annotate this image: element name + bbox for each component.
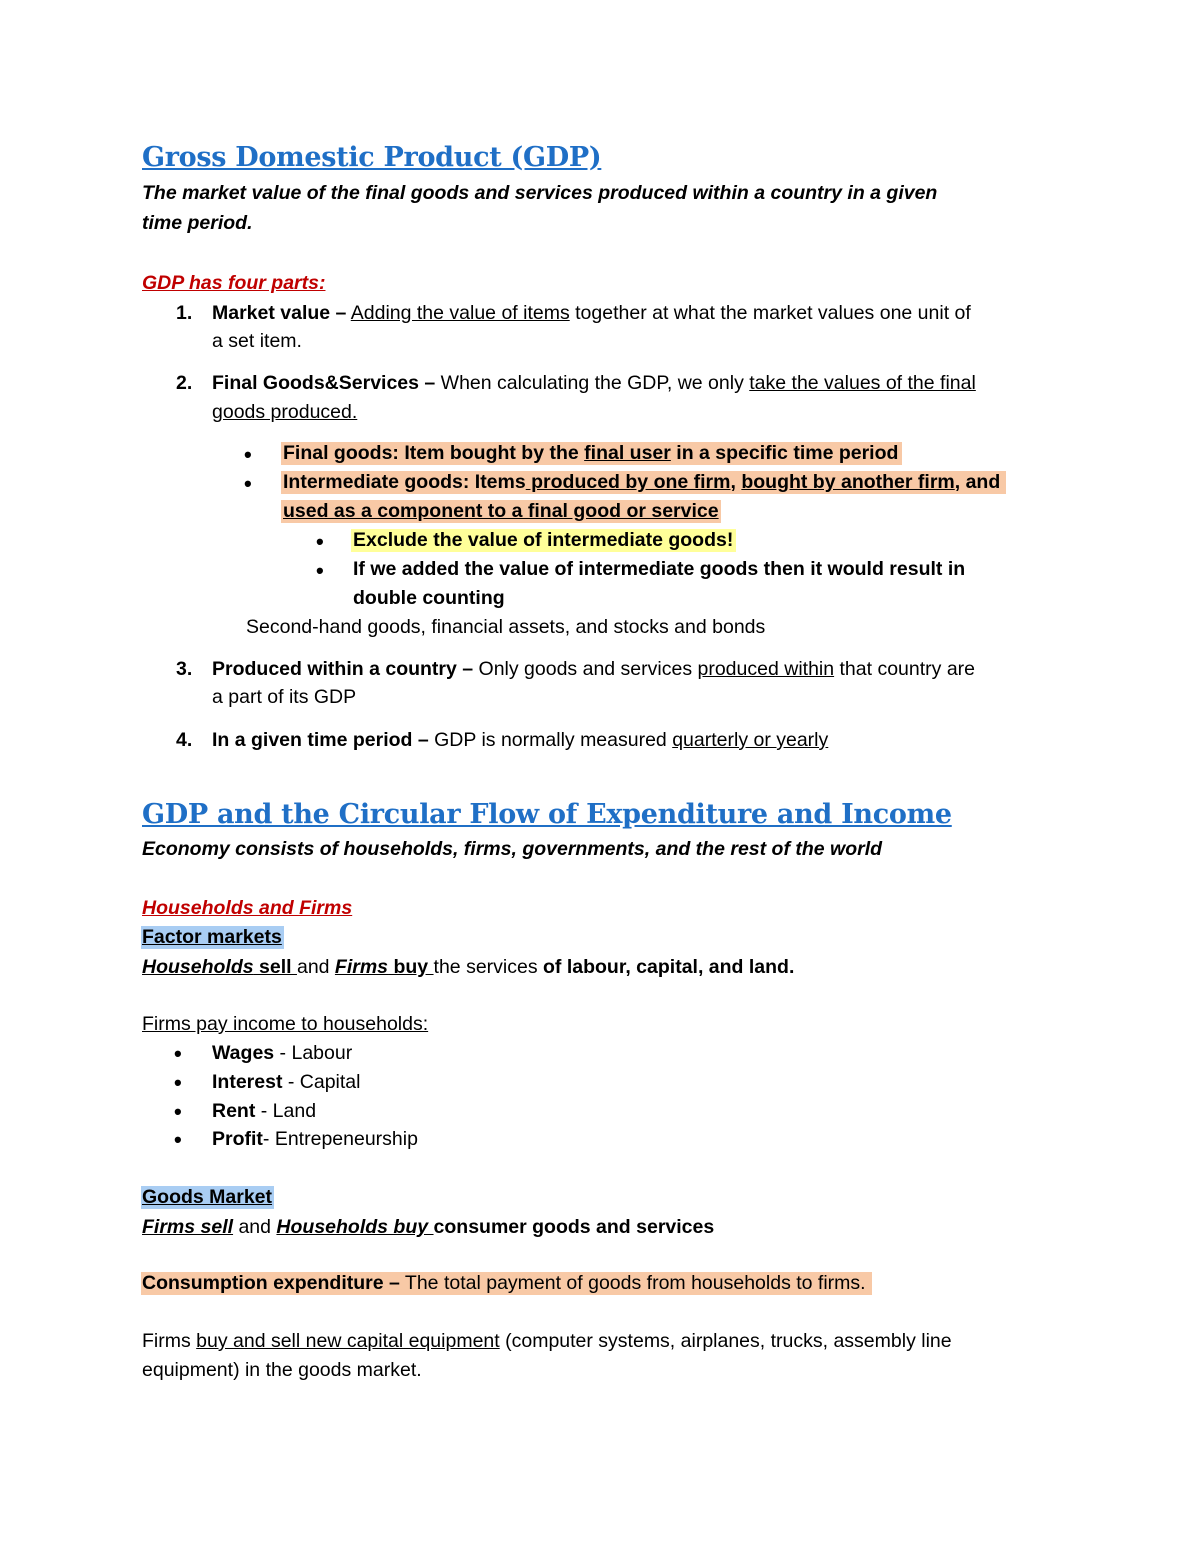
secondhand-goods-note: Second-hand goods, financial assets, and stocks and bonds: [246, 616, 766, 638]
firms-sell: Firms sell: [142, 1216, 234, 1238]
market-value-line-2: a set item.: [212, 330, 302, 352]
underlined-final-user: final user: [584, 442, 671, 464]
intermediate-goods-label: Intermediate goods: Items: [283, 471, 526, 493]
market-value-rest: together at what the market values one unit of: [569, 302, 971, 324]
households-buy: Households buy: [276, 1216, 434, 1238]
capital-equipment-line-2: equipment) in the goods market.: [142, 1359, 422, 1381]
final-goods-label: Final goods: Item bought by the: [283, 442, 585, 464]
income-desc: - Labour: [274, 1042, 353, 1064]
factor-markets-line: [142, 956, 794, 979]
bullet-dot: •: [316, 558, 324, 583]
bullet-dot: •: [174, 1041, 182, 1066]
intermediate-goods-definition: [281, 471, 1006, 494]
gdp-title: Gross Domestic Product (GDP): [142, 142, 602, 173]
underlined-quarterly-yearly: quarterly or yearly: [672, 729, 829, 751]
bullet-dot: •: [174, 1099, 182, 1124]
produced-within-line-2: a part of its GDP: [212, 686, 357, 708]
capital-text: Firms: [142, 1330, 197, 1352]
income-desc: - Capital: [282, 1071, 361, 1093]
intermediate-rest: , and: [954, 471, 1001, 493]
households-word: Households: [142, 956, 254, 978]
term-final-goods-services: Final Goods&Services –: [212, 372, 436, 394]
factors-text: of labour, capital, and land.: [543, 956, 795, 978]
income-term: Rent: [212, 1100, 256, 1122]
list-item-produced-within: [212, 658, 975, 681]
double-counting-line-1: If we added the value of intermediate goods then it would result in: [353, 558, 966, 580]
firms-word: Firms: [334, 956, 389, 978]
final-goods-rest: in a specific time period: [670, 442, 899, 464]
produced-within-rest: that country are: [834, 658, 976, 680]
gdp-parts-heading: GDP has four parts:: [142, 272, 326, 294]
income-item-profit: [212, 1128, 418, 1151]
income-desc: - Land: [255, 1100, 317, 1122]
consumption-desc: The total payment of goods from households to firms.: [399, 1272, 866, 1294]
factor-markets-heading: Factor markets: [142, 926, 282, 948]
bullet-dot: •: [174, 1127, 182, 1152]
income-item-rent: [212, 1100, 316, 1123]
intermediate-comma: ,: [730, 471, 742, 493]
consumer-goods-text: consumer goods and services: [433, 1216, 715, 1238]
goods-market-heading: Goods Market: [142, 1186, 273, 1208]
list-number-3: 3.: [176, 658, 193, 680]
bullet-dot: •: [316, 529, 324, 554]
bullet-dot: •: [244, 442, 252, 467]
income-term: Wages: [212, 1042, 275, 1064]
underlined-take-values: take the values of the final: [749, 372, 976, 394]
intermediate-goods-line-2: used as a component to a final good or service: [283, 500, 719, 522]
list-number-1: 1.: [176, 302, 193, 324]
goods-market-line: [142, 1216, 714, 1239]
consumption-term: Consumption expenditure –: [142, 1272, 400, 1294]
final-goods-line-2: goods produced.: [212, 401, 358, 423]
economy-subtitle: Economy consists of households, firms, governments, and the rest of the world: [142, 838, 883, 860]
exclude-intermediate-note: Exclude the value of intermediate goods!: [351, 529, 736, 552]
underlined-produced-within: produced within: [697, 658, 835, 680]
and-word: and: [233, 1216, 277, 1238]
income-heading: Firms pay income to households:: [142, 1013, 429, 1035]
bullet-dot: •: [244, 471, 252, 496]
underlined-produced-by-one-firm: produced by one firm: [525, 471, 731, 493]
income-desc: - Entrepeneurship: [262, 1128, 418, 1150]
capital-rest: (computer systems, airplanes, trucks, assembly line: [499, 1330, 952, 1352]
bullet-dot: •: [174, 1070, 182, 1095]
income-item-interest: [212, 1071, 360, 1094]
income-term: Profit: [212, 1128, 263, 1150]
gdp-definition-line-1: The market value of the final goods and services produced within a country in a given: [142, 182, 938, 204]
income-item-wages: [212, 1042, 352, 1065]
consumption-expenditure-definition: [141, 1272, 872, 1295]
gdp-definition-line-2: time period.: [142, 212, 253, 234]
capital-equipment-line-1: [142, 1330, 952, 1353]
final-goods-text: When calculating the GDP, we only: [435, 372, 750, 394]
final-goods-definition: [281, 442, 902, 465]
households-firms-heading: Households and Firms: [142, 897, 353, 919]
and-word: and: [296, 956, 335, 978]
underlined-bought-by-another-firm: bought by another firm: [741, 471, 955, 493]
double-counting-line-2: double counting: [353, 587, 505, 609]
term-given-time-period: In a given time period –: [212, 729, 429, 751]
buy-word: buy: [388, 956, 434, 978]
circular-flow-title: GDP and the Circular Flow of Expenditure and Income: [142, 799, 952, 830]
services-text: the services: [433, 956, 544, 978]
produced-within-text: Only goods and services: [473, 658, 698, 680]
income-term: Interest: [212, 1071, 283, 1093]
sell-word: sell: [253, 956, 297, 978]
term-market-value: Market value –: [212, 302, 347, 324]
underlined-adding-value: Adding the value of items: [350, 302, 570, 324]
list-number-2: 2.: [176, 372, 193, 394]
term-produced-within-country: Produced within a country –: [212, 658, 474, 680]
list-number-4: 4.: [176, 729, 193, 751]
time-period-text: GDP is normally measured: [428, 729, 673, 751]
list-item-market-value: [212, 302, 971, 325]
list-item-time-period: [212, 729, 828, 752]
underlined-capital-equipment: buy and sell new capital equipment: [196, 1330, 500, 1352]
list-item-final-goods: [212, 372, 976, 395]
